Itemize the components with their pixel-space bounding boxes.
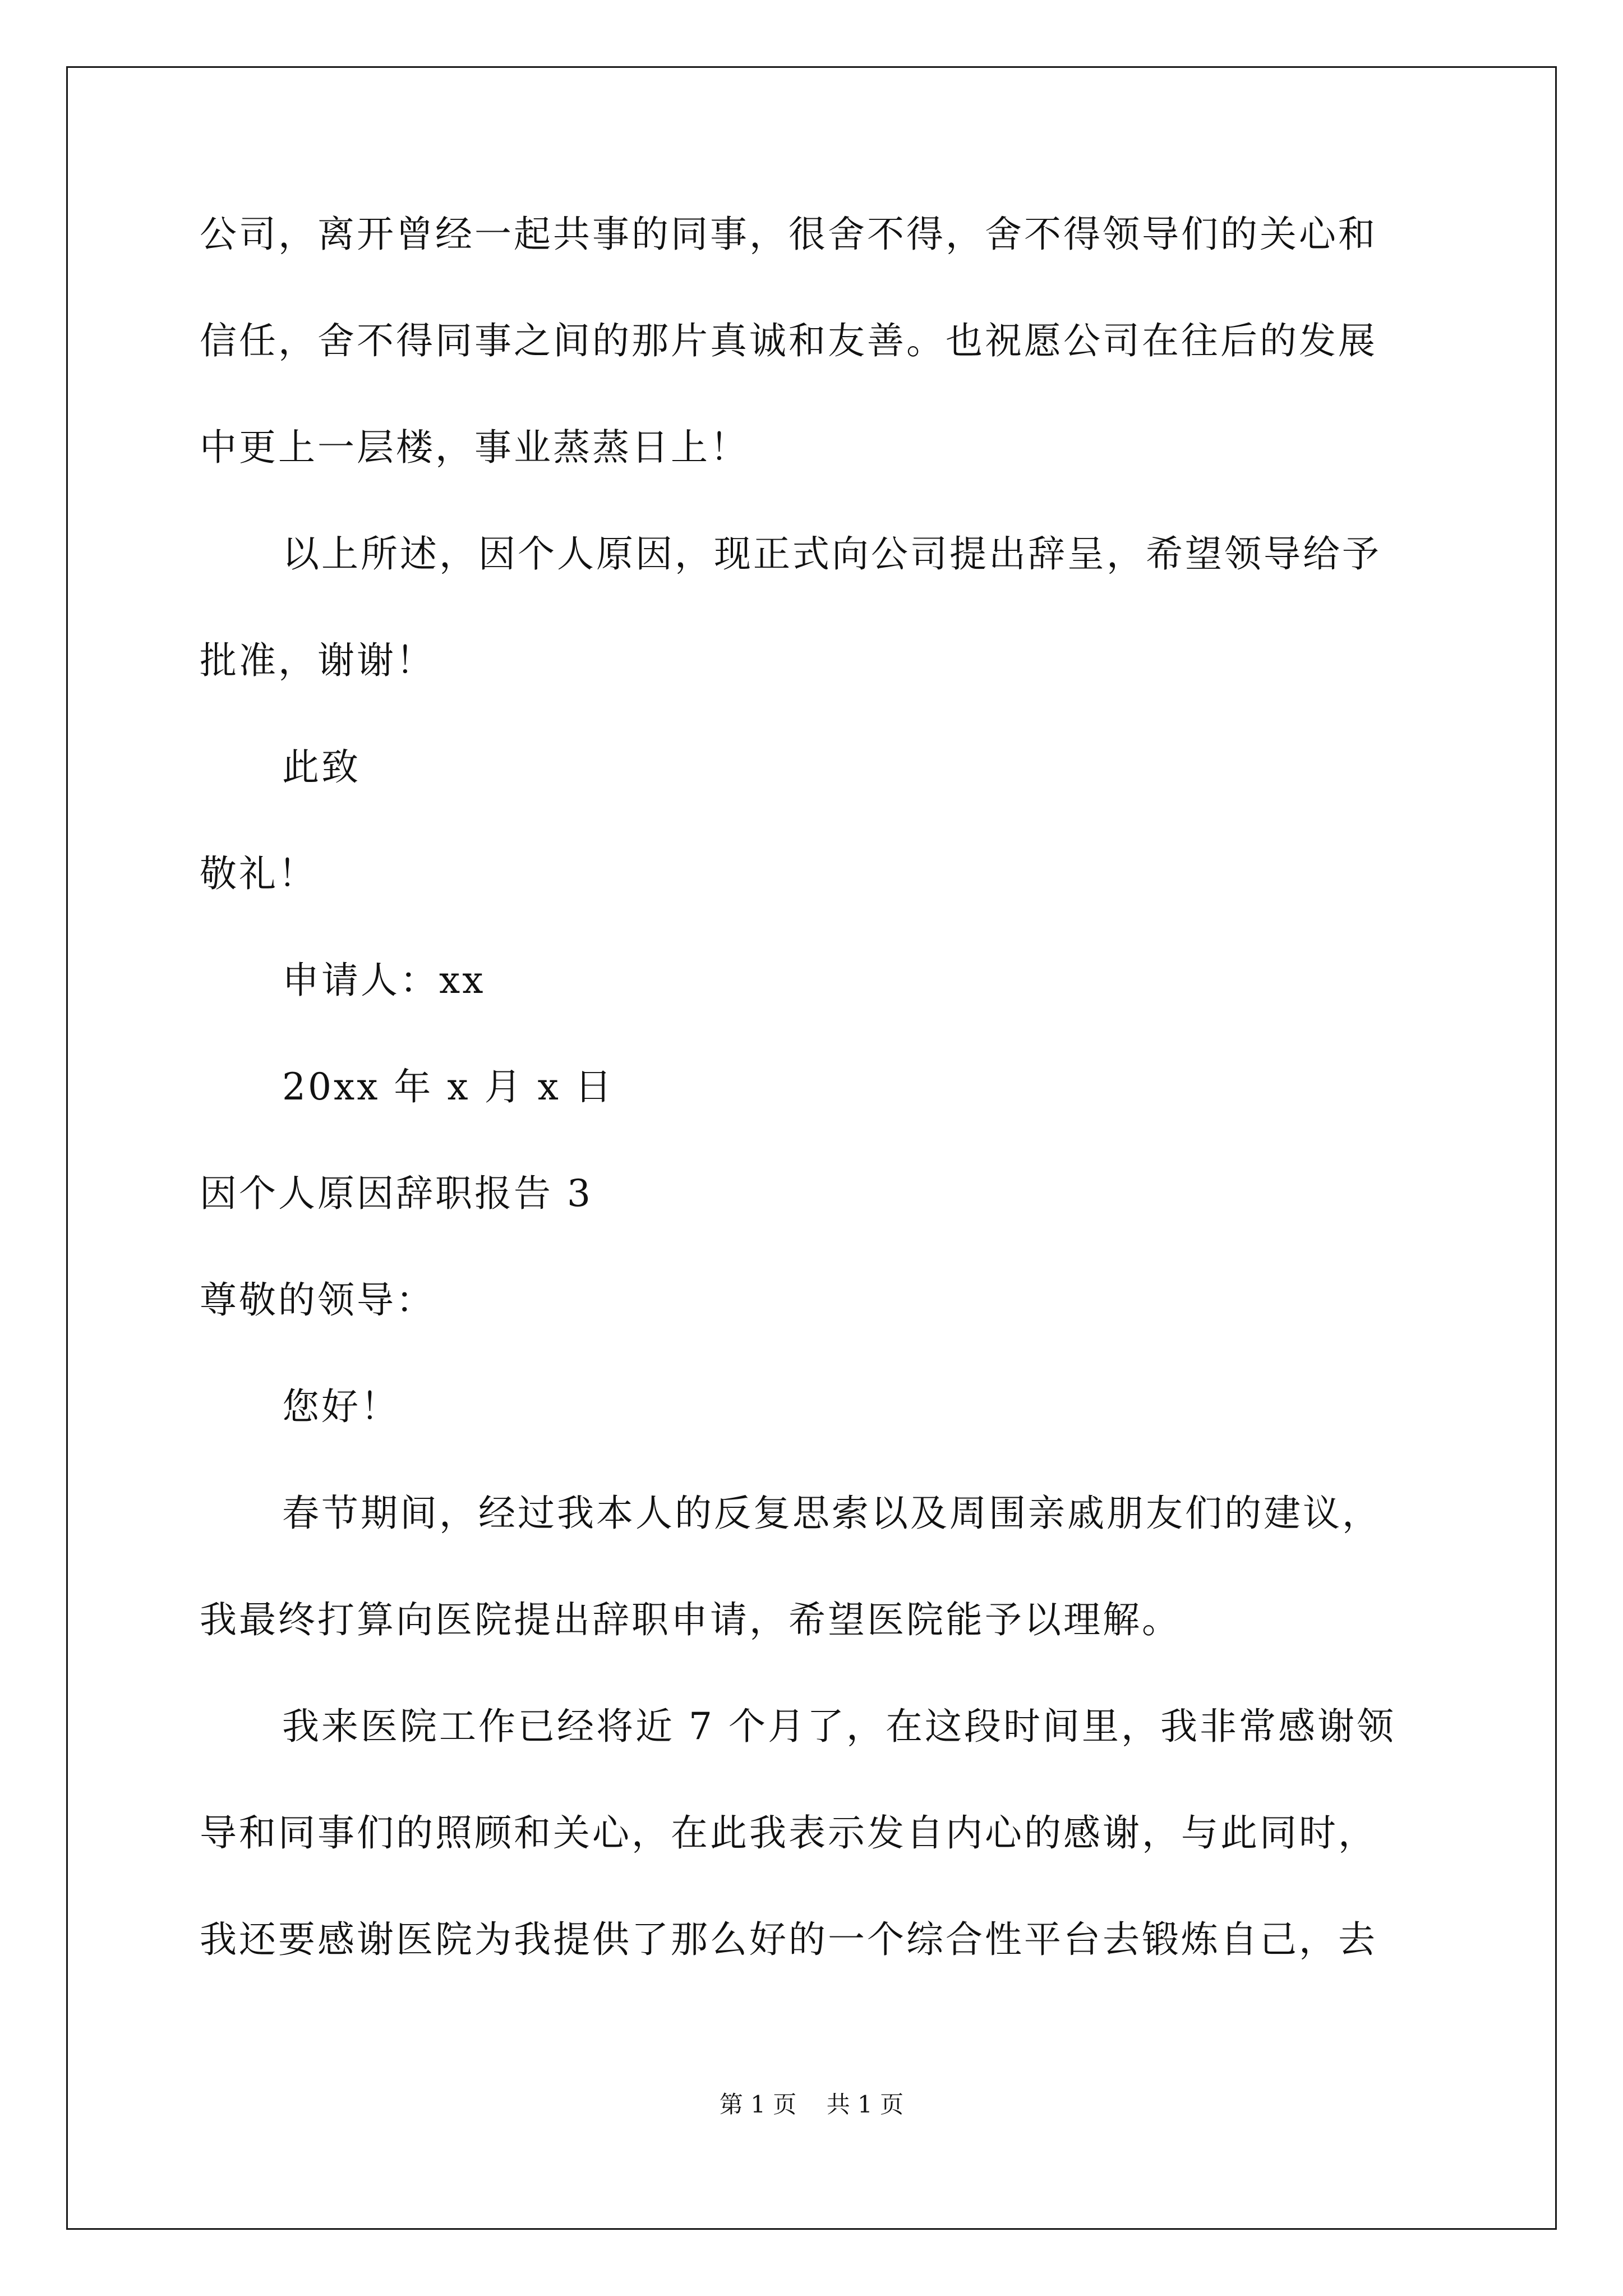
- paragraph-line: 导和同事们的照顾和关心，在此我表示发自内心的感谢，与此同时，: [200, 1811, 1377, 1855]
- paragraph-line: 我最终打算向医院提出辞职申请，希望医院能予以理解。: [200, 1598, 1181, 1641]
- greeting-hello: 您好！: [282, 1385, 400, 1428]
- paragraph-line: 我还要感谢医院为我提供了那么好的一个综合性平台去锻炼自己，去: [200, 1918, 1377, 1961]
- salutation-regards: 敬礼！: [200, 852, 317, 895]
- date-line: 20xx 年 x 月 x 日: [282, 1065, 614, 1108]
- paragraph-line: 春节期间，经过我本人的反复思索以及周围亲戚朋友们的建议，: [282, 1492, 1381, 1535]
- greeting-recipient: 尊敬的领导：: [200, 1278, 435, 1322]
- paragraph-line: 信任，舍不得同事之间的那片真诚和友善。也祝愿公司在往后的发展: [200, 319, 1377, 362]
- paragraph-line: 中更上一层楼，事业蒸蒸日上！: [200, 426, 749, 469]
- page-number-footer: 第 1 页 共 1 页: [719, 2091, 904, 2118]
- paragraph-line: 以上所述，因个人原因，现正式向公司提出辞呈，希望领导给予: [282, 532, 1381, 576]
- paragraph-line: 批准，谢谢！: [200, 639, 435, 682]
- paragraph-line: 公司，离开曾经一起共事的同事，很舍不得，舍不得领导们的关心和: [200, 213, 1377, 256]
- document-body: [200, 209, 1439, 2021]
- section-title: 因个人原因辞职报告 3: [200, 1172, 593, 1215]
- paragraph-line: 我来医院工作已经将近 7 个月了，在这段时间里，我非常感谢领: [282, 1705, 1396, 1748]
- applicant-line: 申请人：xx: [282, 959, 486, 1002]
- salutation-closing: 此致: [282, 746, 361, 789]
